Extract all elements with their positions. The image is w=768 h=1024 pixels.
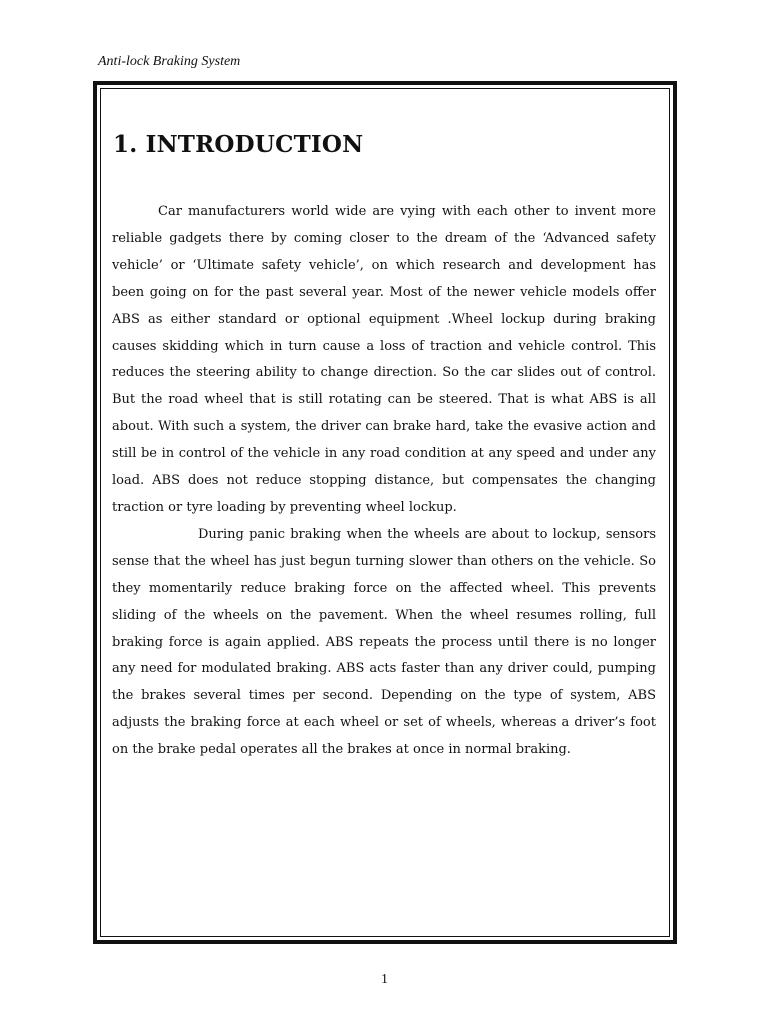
running-header: Anti-lock Braking System <box>98 54 241 69</box>
paragraph-2: During panic braking when the wheels are about to lockup, sensors sense that the wheel has just begun turning slower than others on the vehicle. So they momentarily reduce braking force on the affected wheel. This prevents sliding of the wheels on the pavement. When the wheel resumes rolling, full braking force is again applied. ABS repeats the process until there is no longer any need for modulated braking. ABS acts faster than any driver could, pumping the brakes several times per second. Depending on the type of system, ABS adjusts the braking force at each wheel or set of wheels, whereas a driver’s foot on the brake pedal operates all the brakes at once in normal braking. <box>112 526 656 758</box>
paragraph-1: Car manufacturers world wide are vying with each other to invent more reliable gadgets there by coming closer to the dream of the ‘Advanced safety vehicle’ or ‘Ultimate safety vehicle’, on which research and development has been going on for the past several year. Most of the newer vehicle models offer ABS as either standard or optional equipment .Wheel lockup during braking causes skidding which in turn cause a loss of traction and vehicle control. This reduces the steering ability to change direction. So the car slides out of control. But the road wheel that is still rotating can be steered. That is what ABS is all about. With such a system, the driver can brake hard, take the evasive action and still be in control of the vehicle in any road condition at any speed and under any load. ABS does not reduce stopping distance, but compensates the changing traction or tyre loading by preventing wheel lockup. <box>112 204 656 515</box>
body-text <box>112 199 656 764</box>
section-heading: 1. INTRODUCTION <box>113 131 364 158</box>
page-number: 1 <box>381 972 388 987</box>
